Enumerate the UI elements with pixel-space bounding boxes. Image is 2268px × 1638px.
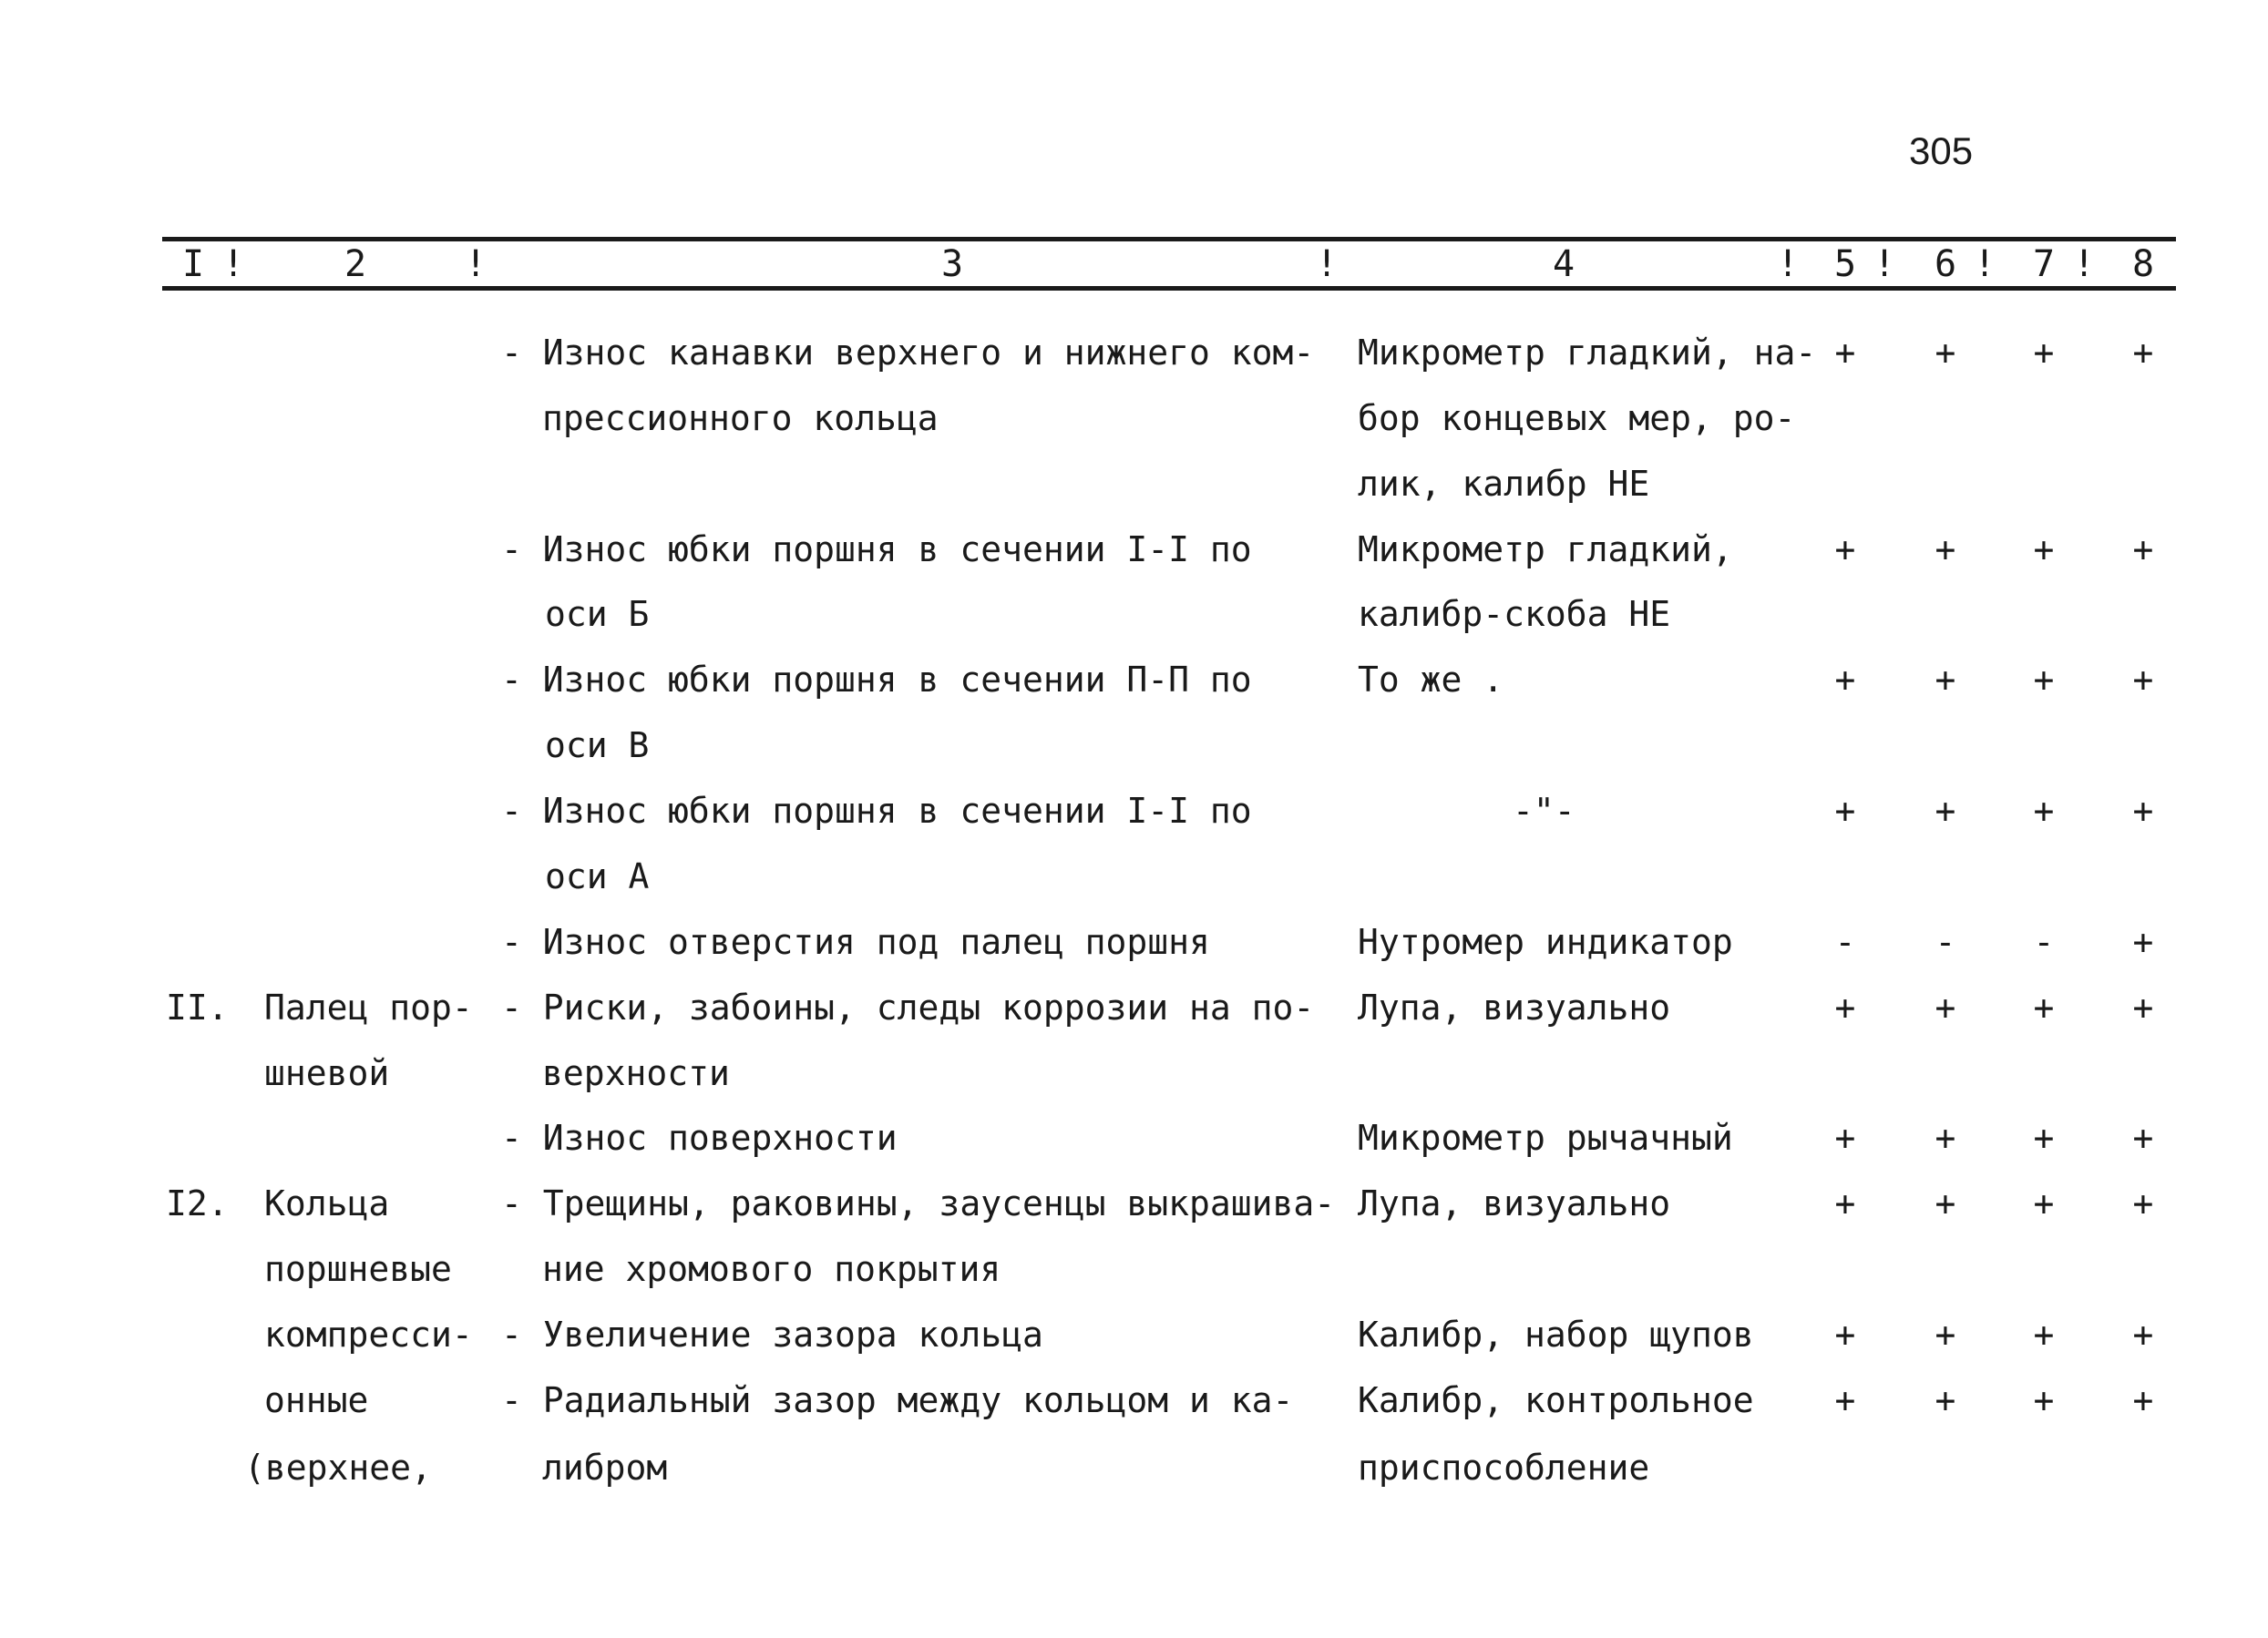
mark: + <box>1834 660 1856 700</box>
mark: + <box>1934 1315 1956 1355</box>
item-name: (верхнее, <box>244 1448 432 1488</box>
header-col-8: 8 <box>2131 243 2155 285</box>
tool-text: То же . <box>1358 660 1504 700</box>
item-name: Палец пор- <box>264 988 473 1028</box>
tool-text: калибр-скоба НЕ <box>1358 594 1671 634</box>
mark: + <box>2132 1183 2154 1223</box>
mark: + <box>2132 1118 2154 1158</box>
mark: + <box>1834 1315 1856 1355</box>
mark: + <box>1934 333 1956 373</box>
mark: - <box>1834 922 1856 962</box>
defect-text: оси Б <box>545 594 650 634</box>
mark: + <box>1934 660 1956 700</box>
mark: + <box>2033 791 2055 831</box>
mark: + <box>1834 1183 1856 1223</box>
mark: + <box>1834 988 1856 1028</box>
item-name: поршневые <box>264 1249 452 1289</box>
mark: + <box>1934 529 1956 569</box>
item-number: I2. <box>166 1183 229 1223</box>
defect-text: прессионного кольца <box>542 398 939 438</box>
table-top-rule <box>162 237 2176 241</box>
defect-text: ние хромового покрытия <box>542 1249 1001 1289</box>
mark: + <box>1834 1118 1856 1158</box>
mark: + <box>2132 1315 2154 1355</box>
mark: + <box>2132 922 2154 962</box>
tool-text: бор концевых мер, ро- <box>1358 398 1796 438</box>
item-number: II. <box>166 988 229 1028</box>
mark: + <box>1834 529 1856 569</box>
item-name: шневой <box>264 1053 390 1093</box>
mark: + <box>2033 1118 2055 1158</box>
header-col-4: 4 <box>1552 243 1575 285</box>
defect-text: либром <box>542 1448 668 1488</box>
header-sep: ! <box>1315 243 1339 285</box>
tool-text: Лупа, визуально <box>1358 1183 1671 1223</box>
mark: + <box>1834 333 1856 373</box>
mark: + <box>2033 1315 2055 1355</box>
mark: + <box>2033 988 2055 1028</box>
tool-text: Лупа, визуально <box>1358 988 1671 1028</box>
mark: + <box>1834 791 1856 831</box>
tool-text: Нутромер индикатор <box>1358 922 1733 962</box>
defect-text: оси А <box>545 856 650 896</box>
header-col-2: 2 <box>344 243 367 285</box>
mark: + <box>2033 529 2055 569</box>
header-col-6: 6 <box>1934 243 1957 285</box>
mark: + <box>1934 1380 1956 1420</box>
defect-text: - Риски, забоины, следы коррозии на по- <box>501 988 1315 1028</box>
mark: + <box>2132 660 2154 700</box>
defect-text: оси В <box>545 725 650 765</box>
mark: + <box>2132 791 2154 831</box>
defect-text: - Износ юбки поршня в сечении I-I по <box>501 529 1252 569</box>
mark: + <box>1934 988 1956 1028</box>
item-name: компресси- <box>264 1315 473 1355</box>
defect-text: - Увеличение зазора кольца <box>501 1315 1043 1355</box>
mark: + <box>2033 1183 2055 1223</box>
header-col-5: 5 <box>1833 243 1857 285</box>
tool-text: лик, калибр НЕ <box>1358 464 1650 504</box>
table-header-rule <box>162 286 2176 291</box>
mark: + <box>2033 660 2055 700</box>
header-sep: ! <box>464 243 487 285</box>
header-sep: ! <box>1776 243 1800 285</box>
mark: + <box>2132 1380 2154 1420</box>
defect-text: - Износ юбки поршня в сечении I-I по <box>501 791 1252 831</box>
tool-text: -"- <box>1513 791 1575 831</box>
header-sep: ! <box>221 243 245 285</box>
item-name: онные <box>264 1380 369 1420</box>
defect-text: - Износ канавки верхнего и нижнего ком- <box>501 333 1315 373</box>
mark: + <box>2132 333 2154 373</box>
mark: + <box>1934 1183 1956 1223</box>
page-number: 305 <box>1909 129 1974 172</box>
header-sep: ! <box>1873 243 1896 285</box>
mark: + <box>2033 333 2055 373</box>
tool-text: Калибр, набор щупов <box>1358 1315 1754 1355</box>
tool-text: Микрометр рычачный <box>1358 1118 1733 1158</box>
header-col-7: 7 <box>2032 243 2056 285</box>
mark: + <box>2132 988 2154 1028</box>
defect-text: - Трещины, раковины, заусенцы выкрашива- <box>501 1183 1336 1223</box>
mark: - <box>2033 922 2055 962</box>
defect-text: верхности <box>542 1053 730 1093</box>
mark: + <box>1934 791 1956 831</box>
tool-text: Микрометр гладкий, на- <box>1358 333 1817 373</box>
defect-text: - Радиальный зазор между кольцом и ка- <box>501 1380 1294 1420</box>
item-name: Кольца <box>264 1183 390 1223</box>
mark: + <box>2033 1380 2055 1420</box>
tool-text: Калибр, контрольное <box>1358 1380 1754 1420</box>
header-sep: ! <box>2072 243 2096 285</box>
header-col-1: I <box>181 243 205 285</box>
header-sep: ! <box>1973 243 1996 285</box>
mark: - <box>1934 922 1956 962</box>
mark: + <box>1834 1380 1856 1420</box>
mark: + <box>2132 529 2154 569</box>
defect-text: - Износ юбки поршня в сечении П-П по <box>501 660 1252 700</box>
tool-text: приспособление <box>1358 1448 1650 1488</box>
header-col-3: 3 <box>940 243 964 285</box>
defect-text: - Износ отверстия под палец поршня <box>501 922 1210 962</box>
defect-text: - Износ поверхности <box>501 1118 898 1158</box>
tool-text: Микрометр гладкий, <box>1358 529 1733 569</box>
mark: + <box>1934 1118 1956 1158</box>
